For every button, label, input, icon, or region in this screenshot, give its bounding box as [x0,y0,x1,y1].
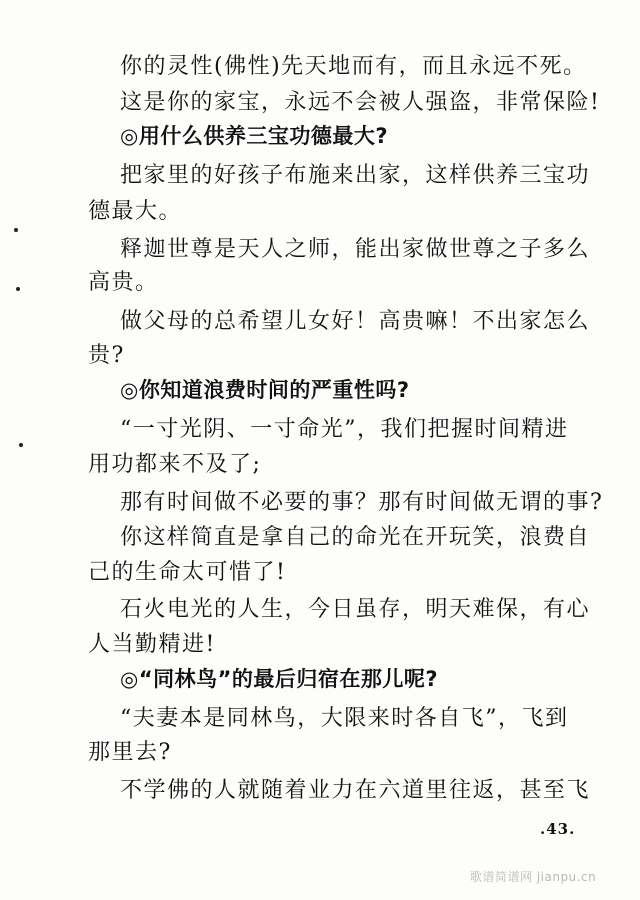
text-line: “一寸光阴、一寸命光”，我们把握时间精进 [120,417,569,442]
text-line: “夫妻本是同林鸟，大限来时各自飞”，飞到 [120,706,569,731]
text-line: 那有时间做不必要的事？那有时间做无谓的事? [120,490,604,515]
text-line: 贵? [88,343,125,368]
text-line: 己的生命太可惜了! [88,560,287,585]
text-line: 高贵。 [88,270,159,295]
text-line: 这是你的家宝，永远不会被人强盗，非常保险! [120,90,601,115]
scan-speck [14,228,18,232]
page-number: .43. [540,820,576,838]
scan-speck [16,287,20,291]
text-line: 用功都来不及了; [88,452,262,477]
text-line: 你这样简直是拿自己的命光在开玩笑，浪费自 [120,525,591,550]
section-heading: ◎你知道浪费时间的严重性吗? [120,378,410,402]
text-line: 石火电光的人生，今日虽存，明天难保，有心 [120,597,591,622]
text-line: 你的灵性(佛性)先天地而有，而且永远不死。 [120,54,587,79]
text-line: 不学佛的人就随着业力在六道里往返，甚至飞 [120,778,591,803]
scan-speck [19,443,23,447]
site-watermark: 歌谱简谱网 jianpu.cn [470,870,597,884]
text-line: 做父母的总希望儿女好！高贵嘛！不出家怎么 [120,309,591,334]
text-line: 德最大。 [88,199,183,224]
text-line: 释迦世尊是天人之师，能出家做世尊之子多么 [120,237,591,262]
section-heading: ◎“同林鸟”的最后归宿在那儿呢? [120,667,439,691]
text-line: 那里去? [88,740,172,765]
text-line: 人当勤精进! [88,632,216,657]
section-heading: ◎用什么供养三宝功德最大? [120,124,389,148]
text-line: 把家里的好孩子布施来出家，这样供养三宝功 [120,163,591,188]
